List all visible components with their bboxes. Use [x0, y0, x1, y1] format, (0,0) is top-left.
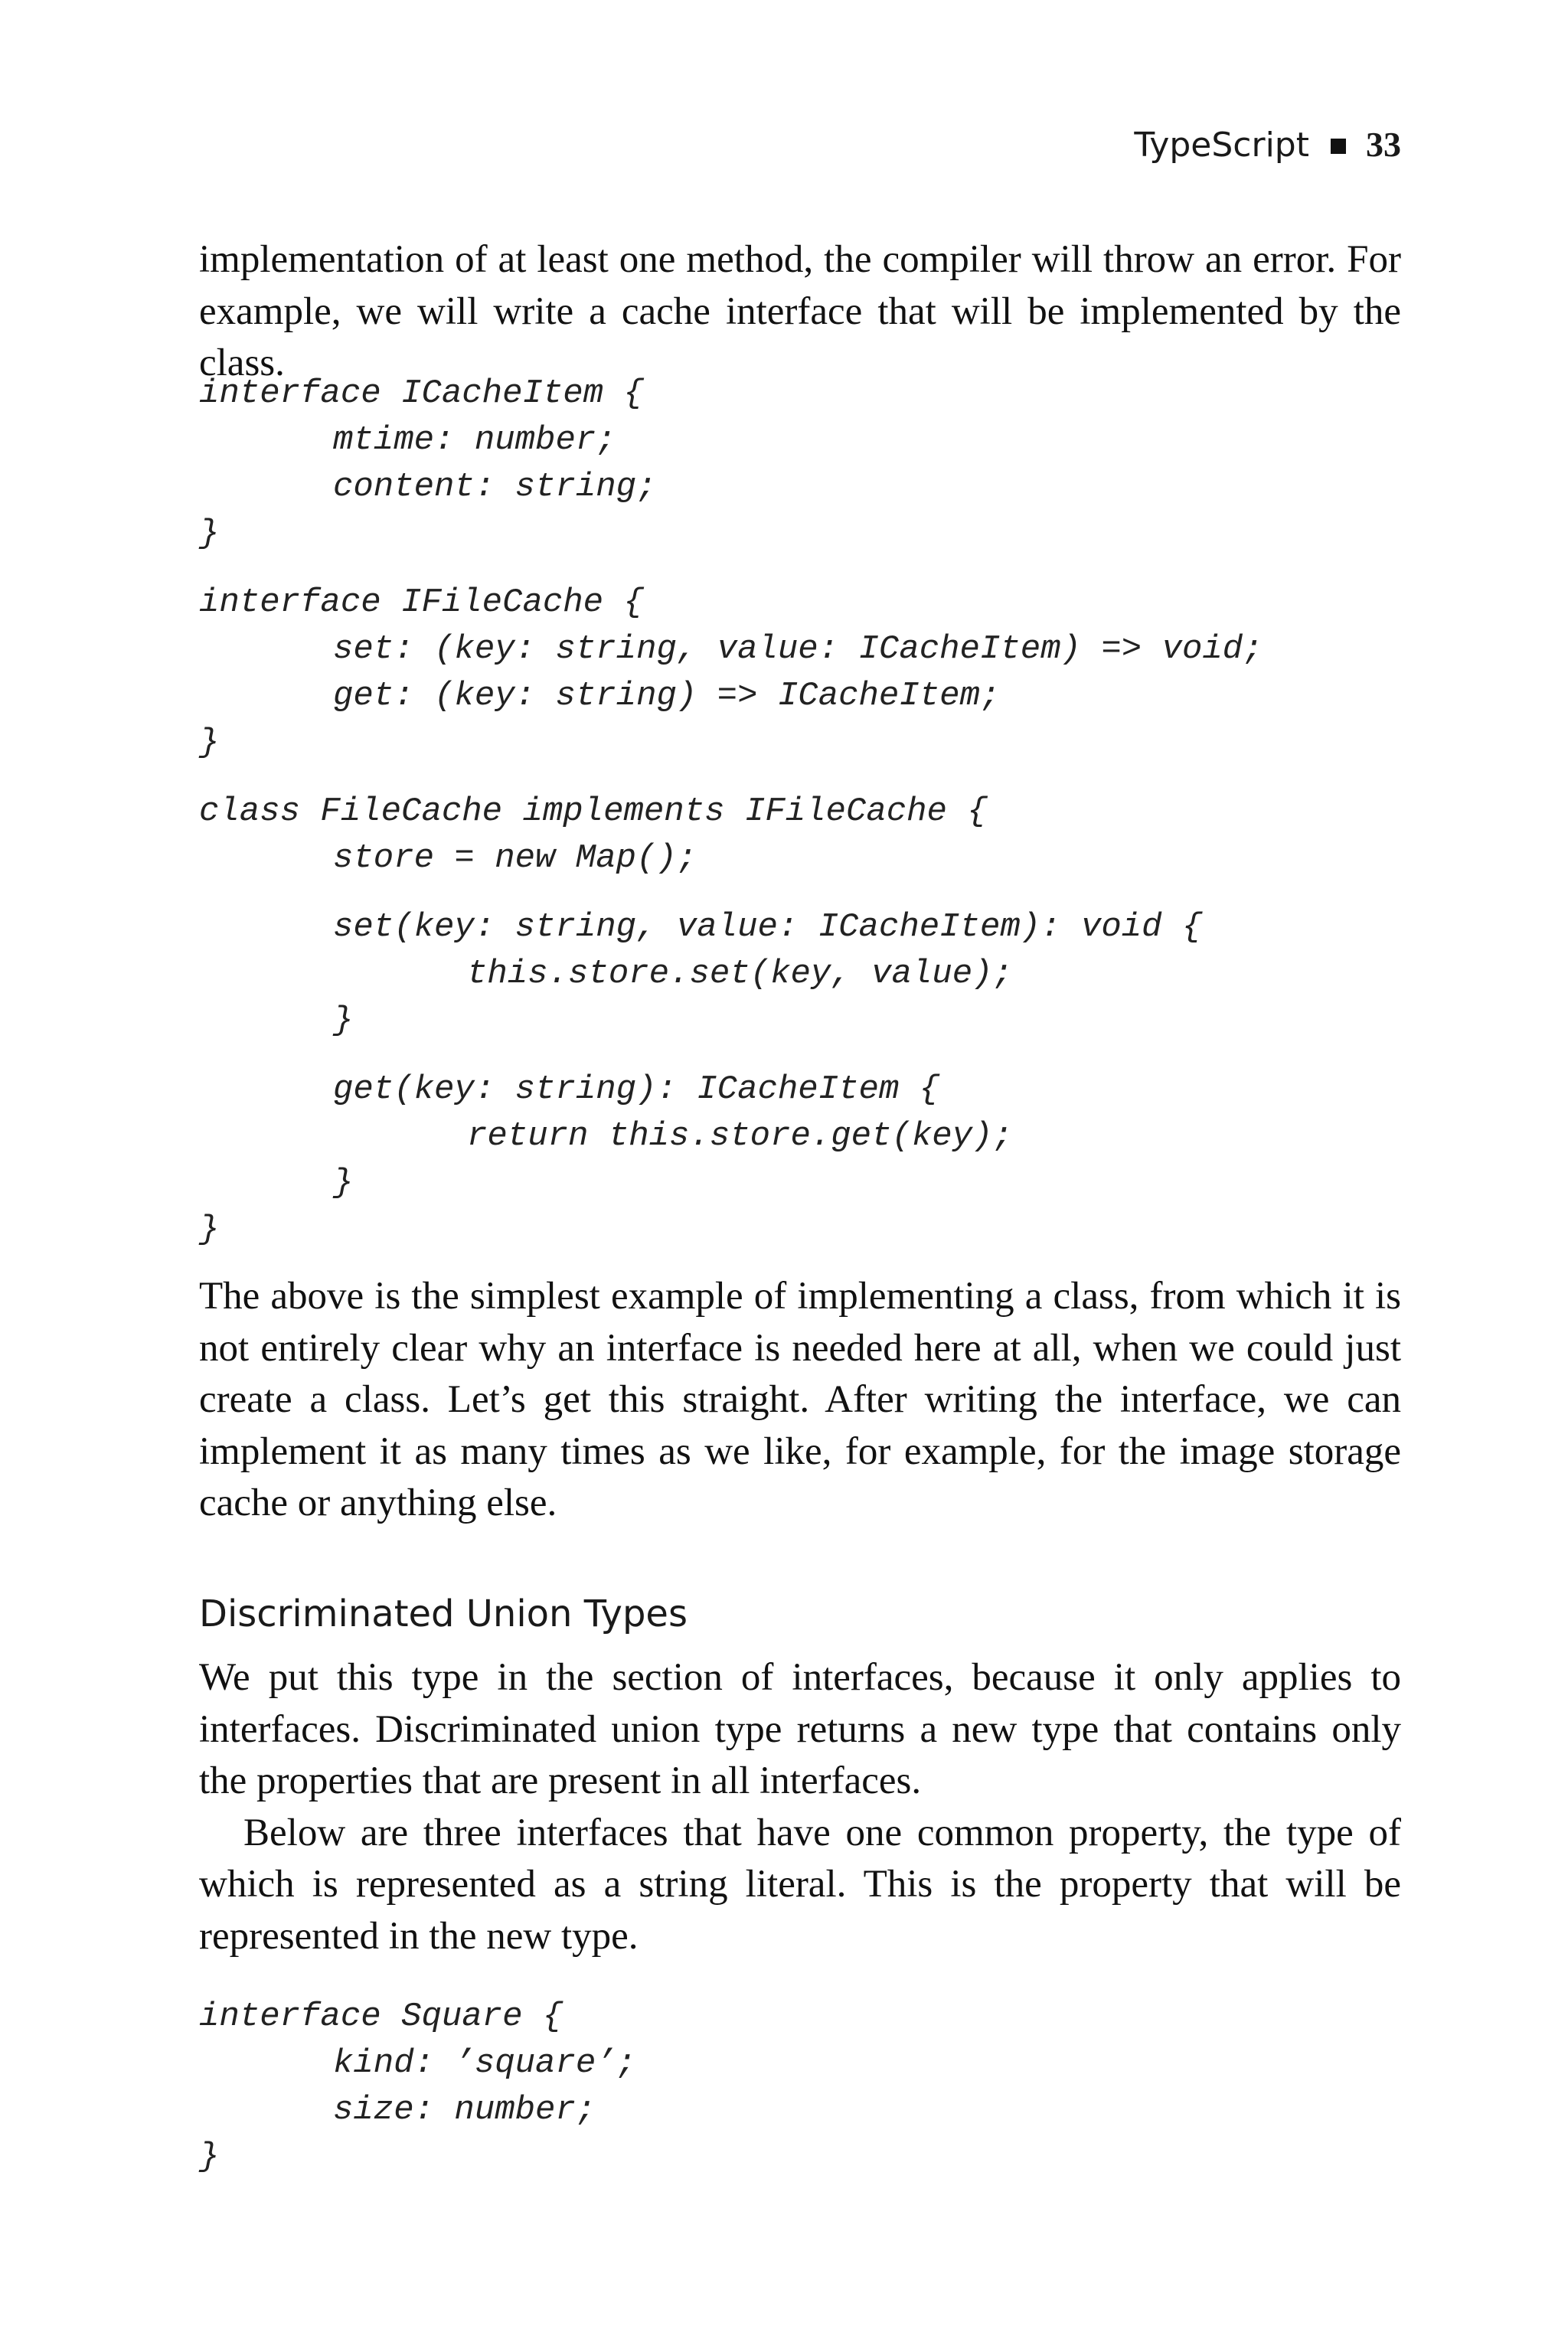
code-line: kind: ’square’; — [333, 2044, 637, 2082]
book-page — [199, 0, 1401, 2352]
body-paragraph: The above is the simplest example of implementing a class, from which it is not entirely clear why an interface is needed here at all, when we could just create a class. Let’s get this straight. After writing the interface, we can implement it as many times as we like, for example, for the image storage cache or anything else. — [199, 1275, 1401, 1524]
intro-paragraph: implementation of at least one method, the compiler will throw an error. For example, we will write a cache interface that will be implemented by the class. — [199, 238, 1401, 384]
section-paragraph: We put this type in the section of interfaces, because it only applies to interfaces. Discriminated union type returns a new type that contains only the properties that are present in all interfaces. — [199, 1656, 1401, 1802]
code-line: return this.store.get(key); — [467, 1117, 1013, 1155]
square-bullet-icon — [1331, 139, 1346, 154]
body-text — [199, 1271, 1401, 1530]
section-paragraph: Below are three interfaces that have one common property, the type of which is represented as a string literal. This is the property that will be represented in the new type. — [199, 1811, 1401, 1958]
running-header — [1134, 124, 1401, 165]
code-line: mtime: number; — [333, 421, 616, 459]
code-line: store = new Map(); — [333, 839, 697, 877]
code-line: } — [199, 2138, 220, 2176]
code-line: get(key: string): ICacheItem { — [333, 1070, 940, 1109]
code-line: } — [333, 1164, 354, 1202]
code-gap — [199, 882, 1401, 904]
code-gap — [199, 766, 1401, 789]
intro-text — [199, 234, 1401, 390]
code-line: interface ICacheItem { — [199, 374, 644, 413]
header-title: TypeScript — [1134, 126, 1309, 165]
code-line: interface IFileCache { — [199, 583, 644, 622]
code-line: this.store.set(key, value); — [467, 955, 1013, 993]
code-line: } — [333, 1001, 354, 1040]
code-line: get: (key: string) => ICacheItem; — [333, 677, 1001, 715]
code-listing-square — [199, 1994, 1401, 2180]
code-line: interface Square { — [199, 1998, 564, 2036]
section-heading: Discriminated Union Types — [199, 1592, 688, 1635]
code-line: } — [199, 724, 220, 762]
code-gap — [199, 1044, 1401, 1067]
code-line: } — [199, 1210, 220, 1249]
code-line: class FileCache implements IFileCache { — [199, 792, 988, 831]
page-number: 33 — [1366, 125, 1401, 164]
code-listing-file-cache — [199, 371, 1401, 1253]
code-line: } — [199, 514, 220, 553]
code-line: size: number; — [333, 2091, 596, 2129]
section-text — [199, 1652, 1401, 1962]
code-line: set: (key: string, value: ICacheItem) => void; — [333, 630, 1263, 668]
code-line: set(key: string, value: ICacheItem): void { — [333, 908, 1203, 946]
code-gap — [199, 557, 1401, 580]
code-line: content: string; — [333, 468, 657, 506]
